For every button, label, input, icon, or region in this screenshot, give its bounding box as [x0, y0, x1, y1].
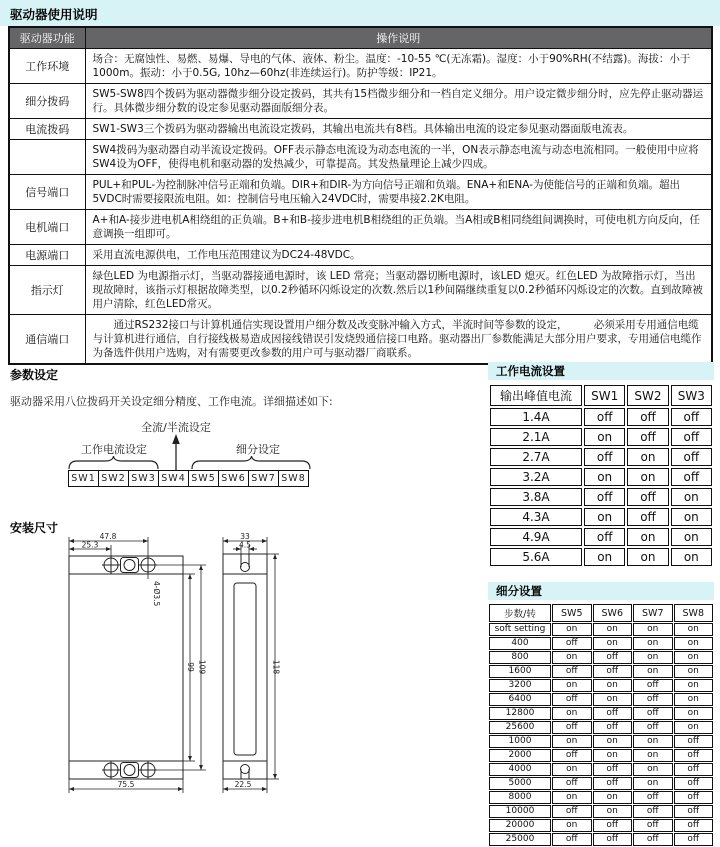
- microstep-table-row: [489, 679, 713, 692]
- microstep-table-row: [489, 693, 713, 706]
- sw8-state-cell: on: [674, 665, 714, 678]
- current-table-row: [490, 408, 712, 426]
- microstep-table-row: [489, 665, 713, 678]
- peak-current-cell: 2.1A: [490, 428, 582, 446]
- dim-side-bottom-width: 22.5: [234, 780, 252, 789]
- sw3-state-cell: off: [671, 408, 712, 426]
- sw7-state-cell: off: [633, 693, 673, 706]
- microstep-table-row: [489, 819, 713, 832]
- sw2-state-cell: off: [627, 508, 668, 526]
- function-name-cell: 指示灯: [9, 265, 85, 314]
- dim-holes: 4-Ø3.5: [152, 581, 161, 607]
- sw7-state-cell: on: [633, 637, 673, 650]
- dip-switch-box: SW3: [128, 470, 159, 487]
- steps-per-rev-cell: 1000: [489, 735, 551, 748]
- steps-per-rev-cell: 25000: [489, 833, 551, 846]
- microstep-table-row: [489, 749, 713, 762]
- sw5-state-cell: off: [552, 721, 592, 734]
- sw5-state-cell: off: [552, 777, 592, 790]
- sw6-state-cell: on: [593, 791, 633, 804]
- sw1-state-cell: off: [584, 408, 625, 426]
- sw7-state-cell: on: [633, 651, 673, 664]
- operation-text-cell: 通过RS232接口与计算机通信实现设置用户细分数及改变脉冲输入方式，半流时间等参数的设定， 必须采用专用通信电缆与计算机进行通信，自行接线极易造成因接线错误引发烧毁通信接口电路。驱动器出厂参数能满足大部分用户要求，专用通信电缆作为备选件供用户选购，对有需要更改参数的用户可与驱动器厂商联系。: [85, 314, 712, 364]
- steps-per-rev-cell: 8000: [489, 791, 551, 804]
- steps-per-rev-header: 步数/转: [489, 604, 551, 622]
- function-table-row: [9, 314, 712, 364]
- sw8-state-cell: on: [674, 623, 714, 636]
- sw7-state-cell: on: [633, 777, 673, 790]
- sw3-state-cell: on: [671, 548, 712, 566]
- function-table-header-row: [9, 27, 712, 48]
- sw8-state-cell: off: [674, 749, 714, 762]
- page-title-strip: [0, 0, 720, 26]
- sw8-state-cell: on: [674, 693, 714, 706]
- sw6-header: SW6: [593, 604, 633, 622]
- sw5-state-cell: on: [552, 651, 592, 664]
- sw6-state-cell: off: [593, 707, 633, 720]
- function-name-cell: 细分拨码: [9, 83, 85, 118]
- sw2-state-cell: on: [627, 448, 668, 466]
- sw5-state-cell: on: [552, 819, 592, 832]
- dip-switch-box: SW5: [188, 470, 219, 487]
- microstep-table-row: [489, 637, 713, 650]
- dip-switch-box: SW4: [158, 470, 189, 487]
- peak-current-cell: 3.8A: [490, 488, 582, 506]
- sw6-state-cell: on: [593, 693, 633, 706]
- front-view: [69, 556, 183, 779]
- steps-per-rev-cell: 800: [489, 651, 551, 664]
- sw5-state-cell: on: [552, 679, 592, 692]
- dip-switch-box: SW2: [98, 470, 129, 487]
- function-table-row: [9, 118, 712, 139]
- sw1-state-cell: off: [584, 488, 625, 506]
- sw8-state-cell: off: [674, 805, 714, 818]
- sw5-state-cell: on: [552, 791, 592, 804]
- sw2-state-cell: off: [627, 408, 668, 426]
- function-name-cell: 工作环境: [9, 48, 85, 83]
- sw6-state-cell: off: [593, 819, 633, 832]
- current-table-row: [490, 448, 712, 466]
- sw3-state-cell: off: [671, 448, 712, 466]
- function-column-header: 驱动器功能: [9, 27, 85, 48]
- sw2-state-cell: on: [627, 548, 668, 566]
- sw8-state-cell: on: [674, 707, 714, 720]
- operation-text-cell: SW1-SW3三个拨码为驱动器输出电流设定拨码，其输出电流共有8档。具体输出电流的设定参见驱动器面版电流表。: [85, 118, 712, 139]
- sw3-state-cell: off: [671, 468, 712, 486]
- function-table-row: [9, 83, 712, 118]
- sw8-state-cell: off: [674, 833, 714, 846]
- dim-inner-height: 99: [186, 662, 195, 672]
- microstep-settings-title: 细分设置: [488, 582, 714, 600]
- operation-text-cell: 绿色LED 为电源指示灯，当驱动器接通电源时，该 LED 常亮；当驱动器切断电源时，该LED 熄灭。红色LED 为故障指示灯，当出现故障时，该指示灯根据故障类型，以0.2秒循环闪烁设定的次数.然后以1秒间隔继续重复以0.2秒循环闪烁设定的次数。直到故障被用户清除，红色LED常灭。: [85, 265, 712, 314]
- sw5-state-cell: off: [552, 833, 592, 846]
- sw1-state-cell: off: [584, 448, 625, 466]
- operation-text-cell: PUL+和PUL-为控制脉冲信号正端和负端。DIR+和DIR-为方向信号正端和负端。ENA+和ENA-为使能信号的正端和负端。超出5VDC时需要接限流电阻。如：控制信号电压输入24VDC时，需要串接2.2K电阻。: [85, 174, 712, 209]
- sw7-state-cell: off: [633, 833, 673, 846]
- sw8-state-cell: off: [674, 791, 714, 804]
- current-table-row: [490, 488, 712, 506]
- sw6-state-cell: on: [593, 623, 633, 636]
- function-name-cell: 电流拨码: [9, 118, 85, 139]
- steps-per-rev-cell: 25600: [489, 721, 551, 734]
- dim-side-height: 118: [271, 659, 281, 675]
- sw6-state-cell: off: [593, 721, 633, 734]
- sw8-state-cell: off: [674, 819, 714, 832]
- sw7-state-cell: off: [633, 819, 673, 832]
- dip-switch-diagram: [0, 418, 360, 492]
- steps-per-rev-cell: 1600: [489, 665, 551, 678]
- steps-per-rev-cell: 10000: [489, 805, 551, 818]
- current-table-row: [490, 468, 712, 486]
- microstep-table-row: [489, 791, 713, 804]
- sw6-state-cell: on: [593, 749, 633, 762]
- sw5-state-cell: on: [552, 623, 592, 636]
- current-table-header-row: [490, 385, 712, 406]
- sw1-state-cell: on: [584, 548, 625, 566]
- sw7-state-cell: off: [633, 679, 673, 692]
- function-table-row: [9, 209, 712, 244]
- current-settings-table: [488, 383, 714, 568]
- steps-per-rev-cell: 3200: [489, 679, 551, 692]
- sw7-state-cell: off: [633, 707, 673, 720]
- microstep-table-row: [489, 777, 713, 790]
- working-current-label: 工作电流设定: [81, 443, 147, 456]
- function-table-row: [9, 265, 712, 314]
- function-table-row: [9, 244, 712, 265]
- steps-per-rev-cell: 5000: [489, 777, 551, 790]
- sw5-state-cell: off: [552, 637, 592, 650]
- sw6-state-cell: off: [593, 763, 633, 776]
- dim-bottom-width: 75.5: [117, 780, 135, 789]
- param-section-heading: 参数设定: [10, 368, 59, 382]
- sw6-state-cell: off: [593, 651, 633, 664]
- peak-current-cell: 4.9A: [490, 528, 582, 546]
- operation-column-header: 操作说明: [85, 27, 712, 48]
- dip-switch-box: SW7: [248, 470, 279, 487]
- operation-text-cell: A+和A-接步进电机A相绕组的正负端。B+和B-接步进电机B相绕组的正负端。当A相或B相同绕组间调换时，可使电机方向反向，任意调换一组即可。: [85, 209, 712, 244]
- sw1-header: SW1: [584, 385, 625, 406]
- sw5-state-cell: on: [552, 763, 592, 776]
- microstep-table-row: [489, 721, 713, 734]
- page-title: 驱动器使用说明: [10, 7, 98, 22]
- function-name-cell: [9, 139, 85, 174]
- microstep-table-row: [489, 623, 713, 636]
- steps-per-rev-cell: 20000: [489, 819, 551, 832]
- sw8-state-cell: off: [674, 735, 714, 748]
- operation-text-cell: SW4拨码为驱动器自动半流设定拨码。OFF表示静态电流设为动态电流的一半，ON表示静态电流与动态电流相同。一般使用中应将SW4设为OFF，使得电机和驱动器的发热减少，可靠提高。其发热量理论上减少四成。: [85, 139, 712, 174]
- sw2-state-cell: off: [627, 428, 668, 446]
- sw1-state-cell: on: [584, 428, 625, 446]
- sw7-state-cell: off: [633, 791, 673, 804]
- sw6-state-cell: on: [593, 735, 633, 748]
- microstep-settings-panel: [488, 582, 714, 847]
- microstep-table-row: [489, 735, 713, 748]
- mount-section-heading: 安装尺寸: [10, 521, 59, 535]
- front-view-dimensions: [69, 537, 206, 793]
- dip-switch-box: SW1: [68, 470, 99, 487]
- sw2-header: SW2: [627, 385, 668, 406]
- sw1-state-cell: on: [584, 508, 625, 526]
- peak-current-cell: 5.6A: [490, 548, 582, 566]
- sw8-state-cell: off: [674, 777, 714, 790]
- sw6-state-cell: on: [593, 679, 633, 692]
- function-table-row: [9, 48, 712, 83]
- microstep-brace: [192, 456, 310, 469]
- current-settings-panel: [488, 362, 714, 568]
- installation-dimension-drawing: [30, 531, 290, 803]
- sw8-state-cell: on: [674, 679, 714, 692]
- peak-current-cell: 2.7A: [490, 448, 582, 466]
- current-table-row: [490, 528, 712, 546]
- sw7-state-cell: on: [633, 665, 673, 678]
- steps-per-rev-cell: 400: [489, 637, 551, 650]
- operation-text-cell: SW5-SW8四个拨码为驱动器微步细分设定拨码，其共有15档微步细分和一档自定义细分。用户设定微步细分时，应先停止驱动器运行。具体微步细分数的设定参见驱动器面版细分表。: [85, 83, 712, 118]
- function-name-cell: 电源端口: [9, 244, 85, 265]
- microstep-settings-table: [488, 603, 714, 847]
- sw7-state-cell: on: [633, 735, 673, 748]
- side-view: [223, 554, 267, 779]
- driver-function-table: [8, 26, 713, 365]
- function-table-row: [9, 139, 712, 174]
- steps-per-rev-cell: 12800: [489, 707, 551, 720]
- sw2-state-cell: off: [627, 488, 668, 506]
- microstep-table-row: [489, 651, 713, 664]
- sw8-state-cell: on: [674, 721, 714, 734]
- function-name-cell: 通信端口: [9, 314, 85, 364]
- current-table-row: [490, 428, 712, 446]
- sw6-state-cell: off: [593, 777, 633, 790]
- microstep-table-row: [489, 707, 713, 720]
- microstep-table-header-row: [489, 604, 713, 622]
- peak-current-cell: 4.3A: [490, 508, 582, 526]
- sw2-state-cell: on: [627, 528, 668, 546]
- peak-current-cell: 3.2A: [490, 468, 582, 486]
- operation-text-cell: 场合：无腐蚀性、易燃、易爆、导电的气体、液体、粉尘。温度：-10-55 ℃(无冻霜)。湿度：小于90%RH(不结露)。海拔：小于1000m。振动：小于0.5G, 10hz—60hz(非连续运行)。防护等级：IP21。: [85, 48, 712, 83]
- function-name-cell: 信号端口: [9, 174, 85, 209]
- current-settings-title: 工作电流设置: [488, 362, 714, 380]
- sw6-state-cell: off: [593, 833, 633, 846]
- function-table-row: [9, 174, 712, 209]
- sw8-state-cell: on: [674, 637, 714, 650]
- steps-per-rev-cell: 2000: [489, 749, 551, 762]
- steps-per-rev-cell: 4000: [489, 763, 551, 776]
- sw7-state-cell: on: [633, 763, 673, 776]
- microstep-table-row: [489, 833, 713, 846]
- sw5-state-cell: off: [552, 749, 592, 762]
- sw8-header: SW8: [674, 604, 714, 622]
- dim-slot-width: 4.5: [239, 540, 251, 550]
- peak-current-cell: 1.4A: [490, 408, 582, 426]
- peak-current-header: 输出峰值电流: [490, 385, 582, 406]
- sw3-state-cell: on: [671, 528, 712, 546]
- dim-side-width: 33: [240, 532, 250, 541]
- function-name-cell: 电机端口: [9, 209, 85, 244]
- full-half-arrow: [172, 434, 180, 470]
- dim-outer-height: 109: [197, 659, 207, 675]
- sw3-state-cell: on: [671, 508, 712, 526]
- sw1-state-cell: off: [584, 528, 625, 546]
- sw5-header: SW5: [552, 604, 592, 622]
- current-table-row: [490, 548, 712, 566]
- sw7-state-cell: on: [633, 623, 673, 636]
- microstep-setting-label: 细分设定: [236, 443, 280, 456]
- sw3-state-cell: on: [671, 488, 712, 506]
- dip-switch-box: SW6: [218, 470, 249, 487]
- sw6-state-cell: on: [593, 805, 633, 818]
- sw7-state-cell: off: [633, 805, 673, 818]
- steps-per-rev-cell: soft setting: [489, 623, 551, 636]
- sw3-state-cell: off: [671, 428, 712, 446]
- operation-text-cell: 采用直流电源供电，工作电压范围建议为DC24-48VDC。: [85, 244, 712, 265]
- sw6-state-cell: on: [593, 637, 633, 650]
- dip-switch-box: SW8: [278, 470, 309, 487]
- sw7-header: SW7: [633, 604, 673, 622]
- sw5-state-cell: off: [552, 693, 592, 706]
- sw5-state-cell: on: [552, 735, 592, 748]
- sw6-state-cell: off: [593, 665, 633, 678]
- full-half-current-label: 全流/半流设定: [141, 421, 211, 434]
- sw3-header: SW3: [671, 385, 712, 406]
- steps-per-rev-cell: 6400: [489, 693, 551, 706]
- sw5-state-cell: off: [552, 665, 592, 678]
- sw5-state-cell: off: [552, 805, 592, 818]
- current-table-row: [490, 508, 712, 526]
- sw8-state-cell: off: [674, 763, 714, 776]
- sw5-state-cell: on: [552, 707, 592, 720]
- sw7-state-cell: on: [633, 749, 673, 762]
- dim-top-width: 47.8: [99, 532, 117, 541]
- sw7-state-cell: off: [633, 721, 673, 734]
- sw1-state-cell: on: [584, 468, 625, 486]
- sw8-state-cell: on: [674, 651, 714, 664]
- sw2-state-cell: on: [627, 468, 668, 486]
- current-brace: [69, 456, 158, 469]
- microstep-table-row: [489, 763, 713, 776]
- param-section-description: 驱动器采用八位拨码开关设定细分精度、工作电流。详细描述如下:: [10, 395, 333, 408]
- microstep-table-row: [489, 805, 713, 818]
- dip-switch-row: [68, 470, 309, 487]
- dim-top-left: 25.3: [81, 540, 99, 550]
